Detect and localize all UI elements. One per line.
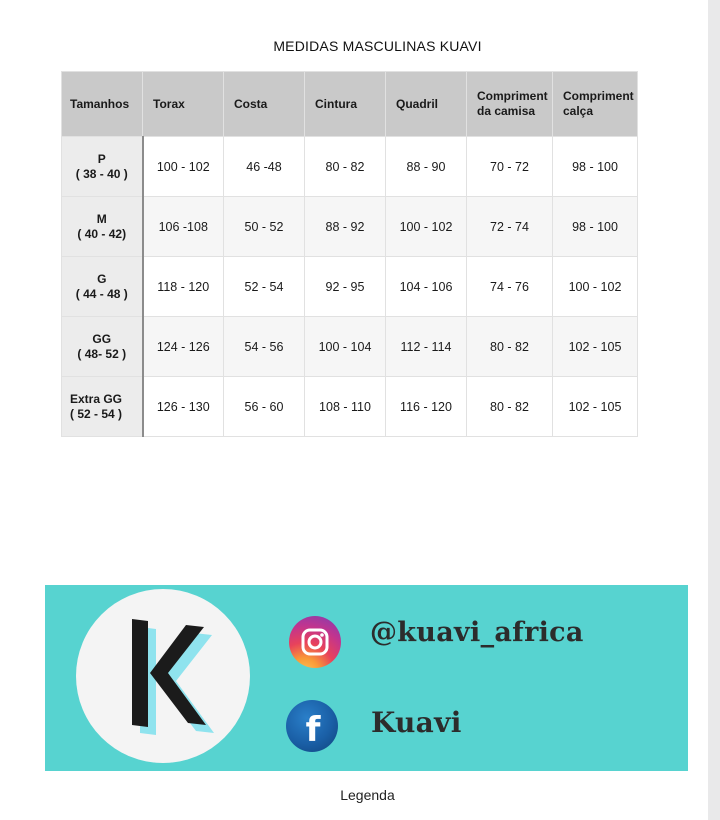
table-cell: 98 - 100	[553, 197, 638, 257]
table-cell: 74 - 76	[467, 257, 553, 317]
table-cell: 104 - 106	[386, 257, 467, 317]
row-size-label: G ( 44 - 48 )	[62, 257, 143, 317]
table-cell: 112 - 114	[386, 317, 467, 377]
header-torax: Torax	[143, 72, 224, 137]
table-cell: 52 - 54	[224, 257, 305, 317]
table-cell: 106 -108	[143, 197, 224, 257]
table-cell: 124 - 126	[143, 317, 224, 377]
table-header-row	[62, 72, 638, 137]
table-cell: 100 - 102	[553, 257, 638, 317]
table-row	[62, 257, 638, 317]
table-cell: 108 - 110	[305, 377, 386, 437]
table-cell: 100 - 102	[143, 137, 224, 197]
table-cell: 116 - 120	[386, 377, 467, 437]
table-row	[62, 197, 638, 257]
table-cell: 102 - 105	[553, 377, 638, 437]
instagram-handle[interactable]: @kuavi_africa	[370, 617, 584, 648]
table-cell: 102 - 105	[553, 317, 638, 377]
table-cell: 98 - 100	[553, 137, 638, 197]
table-cell: 92 - 95	[305, 257, 386, 317]
row-size-label: GG ( 48- 52 )	[62, 317, 143, 377]
table-cell: 72 - 74	[467, 197, 553, 257]
table-cell: 80 - 82	[305, 137, 386, 197]
row-size-label: M ( 40 - 42)	[62, 197, 143, 257]
header-costa: Costa	[224, 72, 305, 137]
table-row	[62, 377, 638, 437]
header-comprimento-calca: Compriment calça	[553, 72, 638, 137]
header-tamanhos: Tamanhos	[62, 72, 143, 137]
table-cell: 56 - 60	[224, 377, 305, 437]
table-cell: 126 - 130	[143, 377, 224, 437]
table-cell: 80 - 82	[467, 317, 553, 377]
header-comprimento-camisa: Compriment da camisa	[467, 72, 553, 137]
header-quadril: Quadril	[386, 72, 467, 137]
size-table	[61, 71, 638, 437]
table-row	[62, 137, 638, 197]
caption-text: Legenda	[340, 787, 395, 803]
table-cell: 80 - 82	[467, 377, 553, 437]
facebook-glyph: f	[305, 710, 321, 750]
table-cell: 70 - 72	[467, 137, 553, 197]
table-cell: 46 -48	[224, 137, 305, 197]
brand-logo	[76, 589, 250, 763]
table-cell: 100 - 102	[386, 197, 467, 257]
row-size-label: P ( 38 - 40 )	[62, 137, 143, 197]
row-size-label: Extra GG ( 52 - 54 )	[62, 377, 143, 437]
table-cell: 88 - 92	[305, 197, 386, 257]
table-cell: 54 - 56	[224, 317, 305, 377]
page-title: MEDIDAS MASCULINAS KUAVI	[273, 38, 482, 54]
page-edge-strip	[708, 0, 720, 820]
table-cell: 100 - 104	[305, 317, 386, 377]
table-cell: 50 - 52	[224, 197, 305, 257]
instagram-icon[interactable]	[289, 616, 341, 668]
k-logo-icon	[76, 589, 250, 763]
facebook-icon[interactable]	[286, 700, 338, 752]
header-cintura: Cintura	[305, 72, 386, 137]
table-cell: 118 - 120	[143, 257, 224, 317]
facebook-name[interactable]: Kuavi	[371, 706, 462, 739]
table-row	[62, 317, 638, 377]
table-cell: 88 - 90	[386, 137, 467, 197]
